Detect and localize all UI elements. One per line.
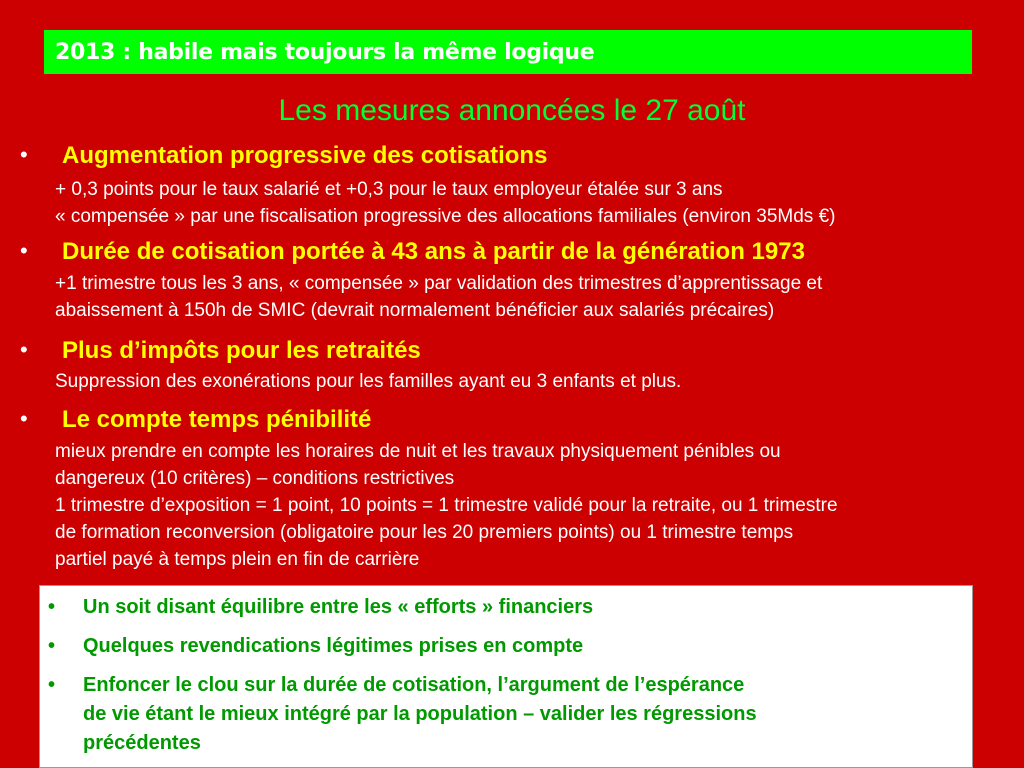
section-line: dangereux (10 critères) – conditions restrictives [55, 468, 455, 489]
bullet: • [20, 142, 28, 167]
bullet: • [20, 406, 28, 431]
conclusion-line: Enfoncer le clou sur la durée de cotisation, l’argument de l’espérance [83, 674, 745, 696]
section-line: + 0,3 points pour le taux salarié et +0,3 pour le taux employeur étalée sur 3 ans [55, 179, 723, 200]
section-line: abaissement à 150h de SMIC (devrait normalement bénéficier aux salariés précaires) [55, 300, 775, 321]
conclusion-line: Un soit disant équilibre entre les « efforts » financiers [83, 596, 594, 618]
section-line: « compensée » par une fiscalisation progressive des allocations familiales (environ 35Mds €) [55, 206, 836, 227]
slide-title: 2013 : habile mais toujours la même logique [55, 39, 595, 65]
conclusion-line: de vie étant le mieux intégré par la population – valider les régressions [83, 703, 757, 725]
section-line: Suppression des exonérations pour les familles ayant eu 3 enfants et plus. [55, 371, 682, 392]
section-heading: Plus d’impôts pour les retraités [62, 337, 421, 364]
bullet: • [20, 238, 28, 263]
section-heading: Durée de cotisation portée à 43 ans à partir de la génération 1973 [62, 238, 805, 265]
section-line: +1 trimestre tous les 3 ans, « compensée » par validation des trimestres d’apprentissage et [55, 273, 823, 294]
slide-subtitle: Les mesures annoncées le 27 août [278, 94, 746, 127]
section-heading: Augmentation progressive des cotisations [62, 142, 548, 169]
section-heading: Le compte temps pénibilité [62, 406, 372, 433]
conclusion-line: précédentes [83, 732, 201, 754]
title-bar [44, 30, 972, 74]
bullet: • [48, 596, 56, 618]
conclusion-box [39, 585, 973, 768]
bullet: • [48, 635, 56, 657]
section-line: de formation reconversion (obligatoire pour les 20 premiers points) ou 1 trimestre temps [55, 522, 794, 543]
bullet: • [48, 674, 56, 696]
conclusion-line: Quelques revendications légitimes prises en compte [83, 635, 584, 657]
section-line: 1 trimestre d’exposition = 1 point, 10 points = 1 trimestre validé pour la retraite, ou 1 trimestre [55, 495, 838, 516]
bullet: • [20, 337, 28, 362]
section-line: partiel payé à temps plein en fin de carrière [55, 549, 420, 570]
section-line: mieux prendre en compte les horaires de nuit et les travaux physiquement pénibles ou [55, 441, 781, 462]
